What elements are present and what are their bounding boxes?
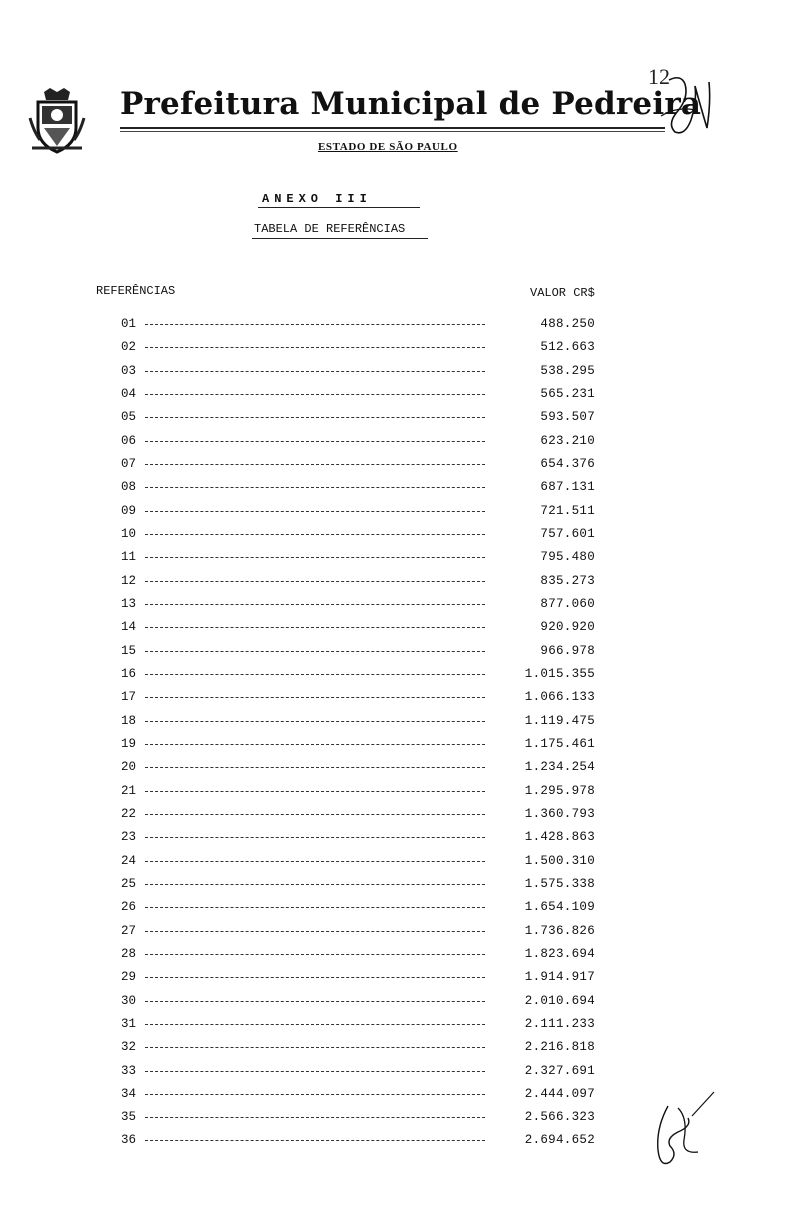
reference-value: 1.295.978 [524, 783, 595, 798]
handwritten-signature-icon [655, 72, 715, 142]
reference-value: 721.511 [540, 503, 595, 518]
leader-dashes [145, 511, 485, 512]
leader-dashes [145, 721, 485, 722]
reference-value: 1.823.694 [524, 946, 595, 961]
reference-number: 17 [120, 690, 136, 705]
leader-dashes [145, 767, 485, 768]
reference-number: 30 [120, 993, 136, 1008]
leader-dashes [145, 581, 485, 582]
reference-number: 34 [120, 1086, 136, 1101]
leader-dashes [145, 931, 485, 932]
leader-dashes [145, 697, 485, 698]
table-row [0, 454, 800, 477]
reference-value: 2.010.694 [524, 993, 595, 1008]
reference-number: 02 [120, 340, 136, 355]
reference-number: 11 [120, 550, 136, 565]
reference-number: 27 [120, 923, 136, 938]
reference-number: 32 [120, 1040, 136, 1055]
reference-number: 28 [120, 946, 136, 961]
reference-number: 01 [120, 317, 136, 331]
table-row [0, 361, 800, 384]
reference-value: 565.231 [540, 386, 595, 401]
reference-number: 36 [120, 1133, 136, 1148]
leader-dashes [145, 861, 485, 862]
reference-value: 2.216.818 [524, 1040, 595, 1055]
reference-value: 1.234.254 [524, 760, 595, 775]
reference-number: 15 [120, 643, 136, 658]
reference-number: 12 [120, 573, 136, 588]
reference-value: 1.175.461 [524, 736, 595, 751]
title-underline-thin [120, 131, 665, 132]
leader-dashes [145, 464, 485, 465]
table-row [0, 944, 800, 967]
table-row [0, 851, 800, 874]
table-row [0, 664, 800, 687]
reference-value: 1.428.863 [524, 830, 595, 845]
reference-number: 19 [120, 736, 136, 751]
table-row [0, 874, 800, 897]
reference-number: 16 [120, 666, 136, 681]
reference-value: 654.376 [540, 456, 595, 471]
reference-value: 2.111.233 [524, 1016, 595, 1031]
reference-number: 21 [120, 783, 136, 798]
reference-value: 1.066.133 [524, 690, 595, 705]
reference-value: 512.663 [540, 340, 595, 355]
reference-value: 593.507 [540, 410, 595, 425]
reference-value: 623.210 [540, 433, 595, 448]
reference-number: 35 [120, 1110, 136, 1125]
reference-number: 10 [120, 526, 136, 541]
leader-dashes [145, 791, 485, 792]
leader-dashes [145, 651, 485, 652]
reference-value: 1.360.793 [524, 806, 595, 821]
leader-dashes [145, 394, 485, 395]
reference-value: 1.654.109 [524, 900, 595, 915]
leader-dashes [145, 487, 485, 488]
reference-value: 920.920 [540, 620, 595, 635]
reference-value: 757.601 [540, 526, 595, 541]
leader-dashes [145, 954, 485, 955]
reference-number: 08 [120, 480, 136, 495]
table-row [0, 711, 800, 734]
table-row [0, 897, 800, 920]
leader-dashes [145, 347, 485, 348]
table-title-underline [252, 238, 428, 239]
reference-number: 24 [120, 853, 136, 868]
reference-value: 1.015.355 [524, 666, 595, 681]
leader-dashes [145, 1047, 485, 1048]
reference-number: 33 [120, 1063, 136, 1078]
table-row [0, 967, 800, 990]
reference-value: 835.273 [540, 573, 595, 588]
leader-dashes [145, 557, 485, 558]
leader-dashes [145, 1094, 485, 1095]
reference-number: 26 [120, 900, 136, 915]
reference-value: 1.914.917 [524, 970, 595, 985]
leader-dashes [145, 1140, 485, 1141]
table-row [0, 921, 800, 944]
table-row [0, 1014, 800, 1037]
reference-number: 25 [120, 876, 136, 891]
table-row [0, 314, 800, 337]
reference-number: 09 [120, 503, 136, 518]
state-subtitle: ESTADO DE SÃO PAULO [318, 141, 458, 153]
reference-number: 07 [120, 456, 136, 471]
table-row [0, 571, 800, 594]
reference-value: 1.736.826 [524, 923, 595, 938]
table-row [0, 827, 800, 850]
table-row [0, 407, 800, 430]
leader-dashes [145, 441, 485, 442]
table-row [0, 804, 800, 827]
reference-value: 2.694.652 [524, 1133, 595, 1148]
table-row [0, 547, 800, 570]
leader-dashes [145, 674, 485, 675]
reference-value: 1.119.475 [524, 713, 595, 728]
column-header-value: VALOR CR$ [530, 286, 595, 300]
reference-value: 2.444.097 [524, 1086, 595, 1101]
leader-dashes [145, 744, 485, 745]
column-header-references: REFERÊNCIAS [96, 284, 176, 298]
leader-dashes [145, 1001, 485, 1002]
reference-value: 2.327.691 [524, 1063, 595, 1078]
leader-dashes [145, 604, 485, 605]
leader-dashes [145, 627, 485, 628]
table-row [0, 477, 800, 500]
reference-value: 2.566.323 [524, 1110, 595, 1125]
table-row [0, 501, 800, 524]
reference-number: 14 [120, 620, 136, 635]
table-row [0, 781, 800, 804]
leader-dashes [145, 1071, 485, 1072]
reference-number: 22 [120, 806, 136, 821]
leader-dashes [145, 907, 485, 908]
reference-number: 03 [120, 363, 136, 378]
reference-value: 1.575.338 [524, 876, 595, 891]
table-title: TABELA DE REFERÊNCIAS [254, 222, 406, 236]
reference-number: 18 [120, 713, 136, 728]
leader-dashes [145, 1117, 485, 1118]
reference-value: 966.978 [540, 643, 595, 658]
leader-dashes [145, 884, 485, 885]
table-row [0, 641, 800, 664]
table-row [0, 687, 800, 710]
leader-dashes [145, 371, 485, 372]
title-underline [120, 127, 665, 129]
leader-dashes [145, 534, 485, 535]
handwritten-initials-icon [648, 1088, 720, 1174]
table-row [0, 337, 800, 360]
reference-value: 877.060 [540, 596, 595, 611]
reference-number: 04 [120, 386, 136, 401]
table-row [0, 431, 800, 454]
reference-value: 538.295 [540, 363, 595, 378]
leader-dashes [145, 977, 485, 978]
leader-dashes [145, 814, 485, 815]
page-title: Prefeitura Municipal de Pedreira [120, 86, 702, 122]
table-row [0, 991, 800, 1014]
reference-number: 23 [120, 830, 136, 845]
table-row [0, 384, 800, 407]
reference-number: 06 [120, 433, 136, 448]
annex-underline [258, 207, 420, 208]
reference-value: 795.480 [540, 550, 595, 565]
table-row [0, 594, 800, 617]
leader-dashes [145, 324, 485, 325]
reference-number: 20 [120, 760, 136, 775]
municipal-crest-icon [28, 88, 86, 154]
annex-heading: ANEXO III [262, 192, 372, 206]
table-row [0, 757, 800, 780]
reference-number: 05 [120, 410, 136, 425]
table-row [0, 617, 800, 640]
table-row [0, 524, 800, 547]
table-row [0, 734, 800, 757]
leader-dashes [145, 417, 485, 418]
reference-number: 29 [120, 970, 136, 985]
reference-value: 687.131 [540, 480, 595, 495]
reference-value: 1.500.310 [524, 853, 595, 868]
leader-dashes [145, 837, 485, 838]
reference-number: 13 [120, 596, 136, 611]
reference-value: 488.250 [540, 317, 595, 331]
leader-dashes [145, 1024, 485, 1025]
page-number: 12 [648, 64, 670, 89]
reference-number: 31 [120, 1016, 136, 1031]
table-row [0, 1037, 800, 1060]
reference-table [0, 314, 800, 1154]
table-row [0, 1061, 800, 1084]
